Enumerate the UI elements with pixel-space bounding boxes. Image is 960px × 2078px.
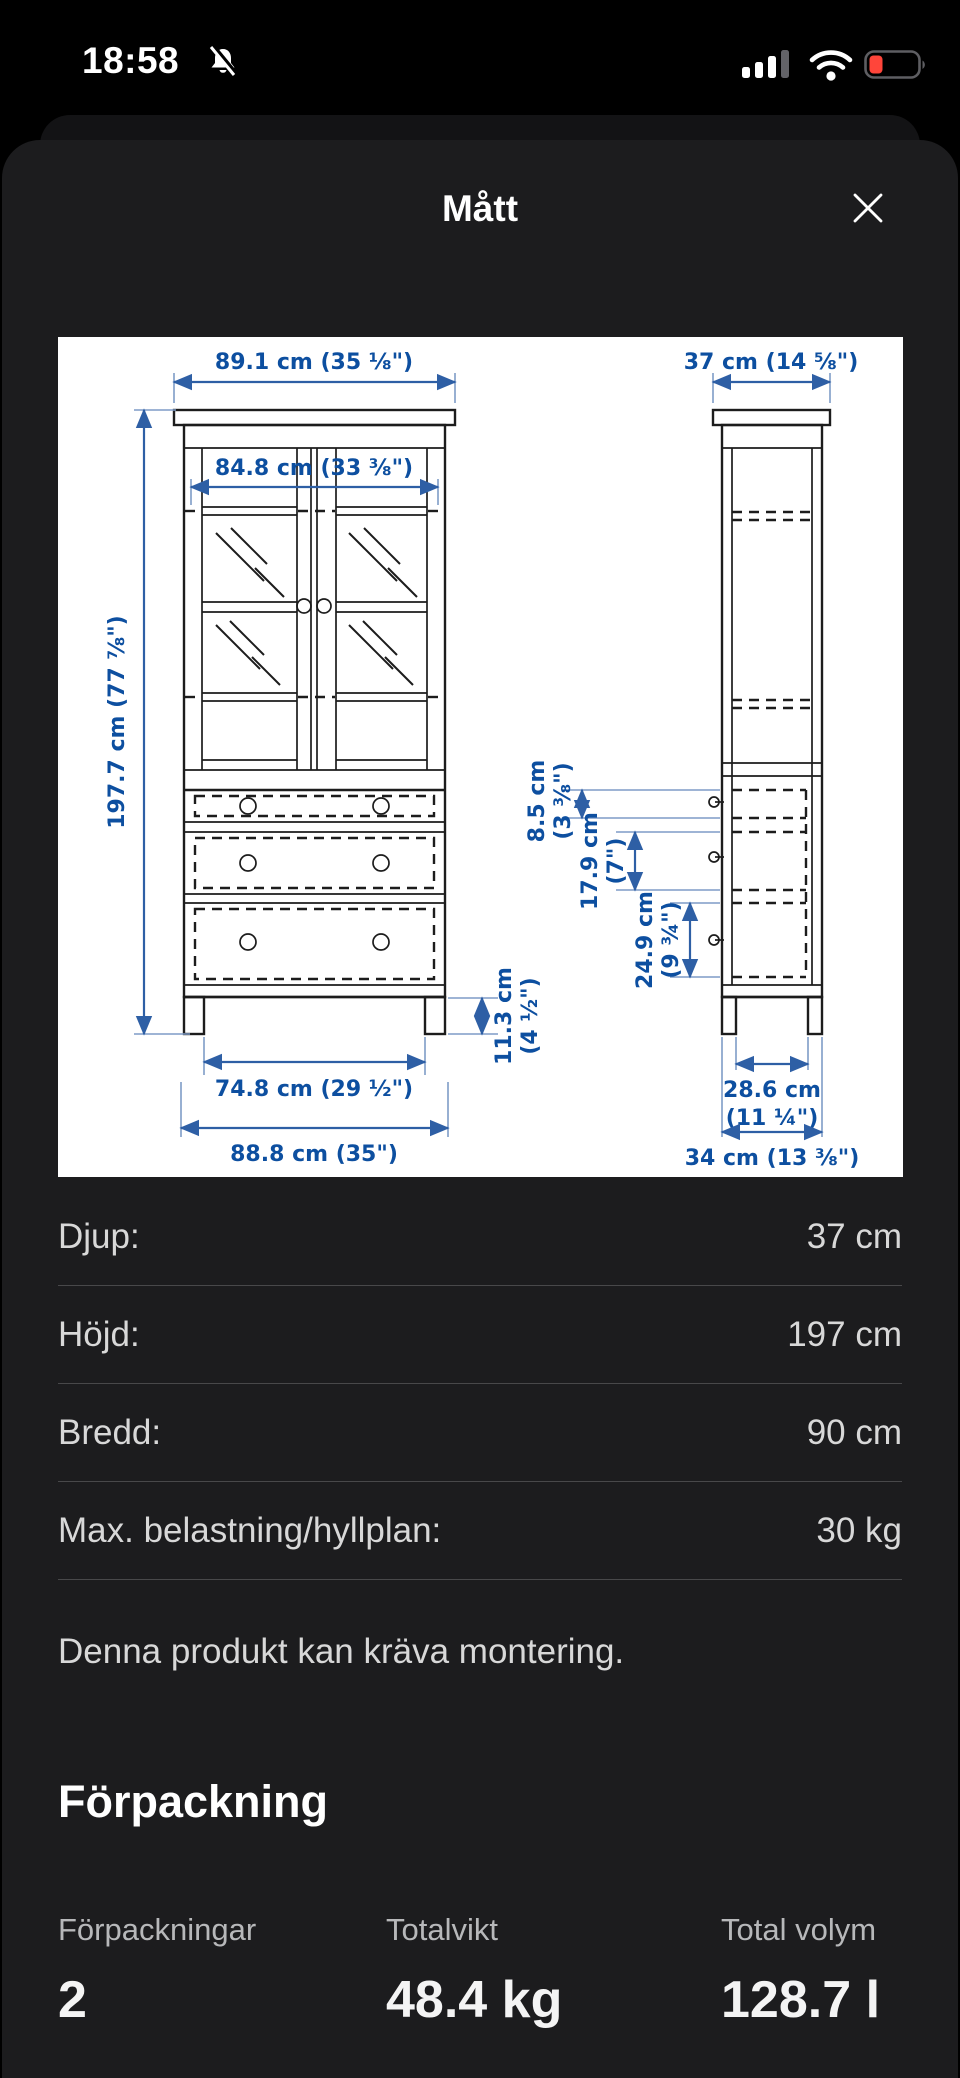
packaging-col-count bbox=[58, 1912, 256, 2030]
status-time: 18:58 bbox=[82, 40, 180, 81]
front-view-drawing bbox=[174, 410, 455, 1034]
spec-label: Höjd: bbox=[58, 1314, 140, 1354]
dim-front-base-width: 88.8 cm (35") bbox=[230, 1142, 398, 1167]
dim-front-top-width: 89.1 cm (35 ⅛") bbox=[214, 350, 414, 375]
spec-row-max-load bbox=[58, 1482, 902, 1580]
dim-drawer3-cm: 24.9 cm bbox=[633, 891, 658, 989]
close-icon bbox=[850, 213, 886, 230]
modal-title: Mått bbox=[441, 188, 519, 229]
spec-row-height bbox=[58, 1286, 902, 1384]
packaging-col-value: 48.4 kg bbox=[386, 1971, 563, 2029]
packaging-col-value: 128.7 l bbox=[721, 1971, 881, 2029]
spec-row-depth bbox=[58, 1188, 902, 1286]
dimensions-diagram bbox=[58, 337, 903, 1177]
dim-side-base-inner-in: (11 ¼") bbox=[725, 1106, 819, 1131]
dim-front-height: 197.7 cm (77 ⅞") bbox=[105, 615, 130, 829]
dim-side-base-width: 34 cm (13 ⅜") bbox=[684, 1146, 860, 1171]
mute-bell-slash-icon bbox=[206, 44, 240, 85]
packaging-col-weight bbox=[386, 1912, 562, 2030]
dim-front-leg-height-cm: 11.3 cm bbox=[492, 967, 517, 1065]
side-view-drawing bbox=[709, 410, 830, 1034]
front-view-dimensions bbox=[105, 350, 543, 1167]
dim-front-base-inner-width: 74.8 cm (29 ½") bbox=[214, 1077, 414, 1102]
packaging-col-volume bbox=[721, 1912, 880, 2030]
packaging-col-value: 2 bbox=[58, 1971, 87, 2029]
measurements-list bbox=[58, 1188, 902, 1580]
dim-drawer2-in: (7") bbox=[604, 837, 629, 885]
dim-drawer3-in: (9 ¾") bbox=[659, 901, 684, 979]
spec-label: Djup: bbox=[58, 1216, 140, 1256]
wifi-icon bbox=[808, 48, 854, 87]
spec-value: 90 cm bbox=[806, 1412, 902, 1452]
dim-front-leg-height-in: (4 ½") bbox=[518, 977, 543, 1055]
spec-value: 197 cm bbox=[787, 1314, 902, 1354]
dim-side-base-inner-cm: 28.6 cm bbox=[723, 1078, 821, 1103]
dim-drawer1-in: (3 ⅜") bbox=[551, 762, 576, 840]
spec-label: Bredd: bbox=[58, 1412, 162, 1452]
packaging-col-label: Totalvikt bbox=[386, 1912, 498, 1947]
packaging-col-label: Total volym bbox=[721, 1912, 877, 1947]
dim-front-inner-width: 84.8 cm (33 ⅜") bbox=[214, 456, 414, 481]
side-view-dimensions bbox=[525, 350, 859, 1171]
cellular-signal-icon bbox=[742, 50, 796, 83]
spec-value: 37 cm bbox=[806, 1216, 902, 1256]
packaging-heading: Förpackning bbox=[58, 1776, 329, 1827]
dim-side-depth: 37 cm (14 ⅝") bbox=[683, 350, 859, 375]
packaging-col-label: Förpackningar bbox=[58, 1912, 257, 1947]
dim-drawer1-cm: 8.5 cm bbox=[525, 759, 550, 843]
dim-drawer2-cm: 17.9 cm bbox=[578, 812, 603, 910]
close-button[interactable] bbox=[850, 190, 894, 234]
spec-row-width bbox=[58, 1384, 902, 1482]
spec-value: 30 kg bbox=[816, 1510, 902, 1550]
status-bar bbox=[0, 0, 960, 115]
spec-label: Max. belastning/hyllplan: bbox=[58, 1510, 442, 1550]
assembly-note: Denna produkt kan kräva montering. bbox=[58, 1632, 625, 1671]
battery-low-icon bbox=[864, 50, 928, 85]
